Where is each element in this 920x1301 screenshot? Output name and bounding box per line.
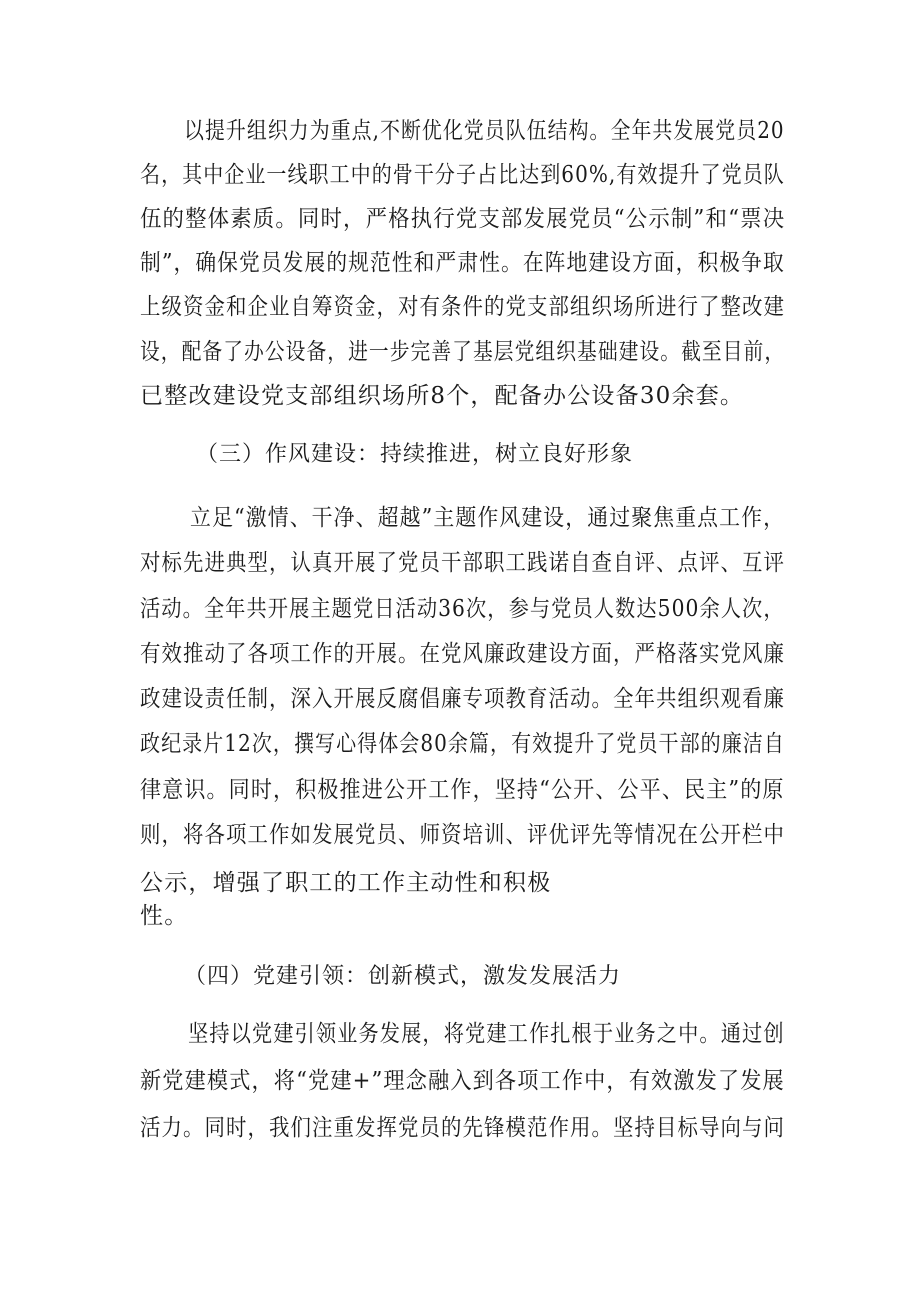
text-line: 新党建模式，将“党建+”理念融入到各项工作中，有效激发了发展	[140, 1068, 785, 1094]
text-line: 设，配备了办公设备，进一步完善了基层党组织基础建设。截至目前，	[140, 339, 786, 365]
text-line: 公示，增强了职工的工作主动性和积极	[140, 870, 552, 896]
text-line: 活动。全年共开展主题党日活动36次，参与党员人数达500余人次，	[140, 596, 785, 622]
text-line: 活力。同时，我们注重发挥党员的先锋模范作用。坚持目标导向与问	[140, 1115, 785, 1141]
text-line: 对标先进典型，认真开展了党员干部职工践诺自查自评、点评、互评	[140, 550, 785, 576]
text-line: 政纪录片12次，撰写心得体会80余篇，有效提升了党员干部的廉洁自	[140, 731, 785, 757]
text-line: 律意识。同时，积极推进公开工作，坚持“公开、公平、民主”的原	[140, 777, 785, 803]
section-heading-4: （四）党建引领：创新模式，激发发展活力	[184, 964, 622, 989]
text-line: 政建设责任制，深入开展反腐倡廉专项教育活动。全年共组织观看廉	[140, 686, 785, 712]
text-line: 名，其中企业一线职工中的骨干分子占比达到60%,有效提升了党员队	[140, 162, 785, 188]
text-line: 以提升组织力为重点,不断优化党员队伍结构。全年共发展党员20	[184, 118, 785, 144]
text-line: 上级资金和企业自筹资金，对有条件的党支部组织场所进行了整改建	[140, 294, 785, 320]
text-line: 伍的整体素质。同时，严格执行党支部发展党员“公示制”和“票决	[140, 206, 786, 232]
text-line: 制”，确保党员发展的规范性和严肃性。在阵地建设方面，积极争取	[140, 250, 785, 276]
section-heading-3: （三）作风建设：持续推进，树立良好形象	[196, 442, 634, 467]
text-line: 坚持以党建引领业务发展，将党建工作扎根于业务之中。通过创	[188, 1021, 785, 1047]
text-line: 立足“激情、干净、超越”主题作风建设，通过聚焦重点工作，	[190, 505, 786, 531]
text-line: 则，将各项工作如发展党员、师资培训、评优评先等情况在公开栏中	[140, 822, 785, 848]
text-line: 性。	[140, 903, 189, 929]
text-line: 已整改建设党支部组织场所8个，配备办公设备30余套。	[140, 383, 745, 409]
text-line: 有效推动了各项工作的开展。在党风廉政建设方面，严格落实党风廉	[140, 641, 785, 667]
